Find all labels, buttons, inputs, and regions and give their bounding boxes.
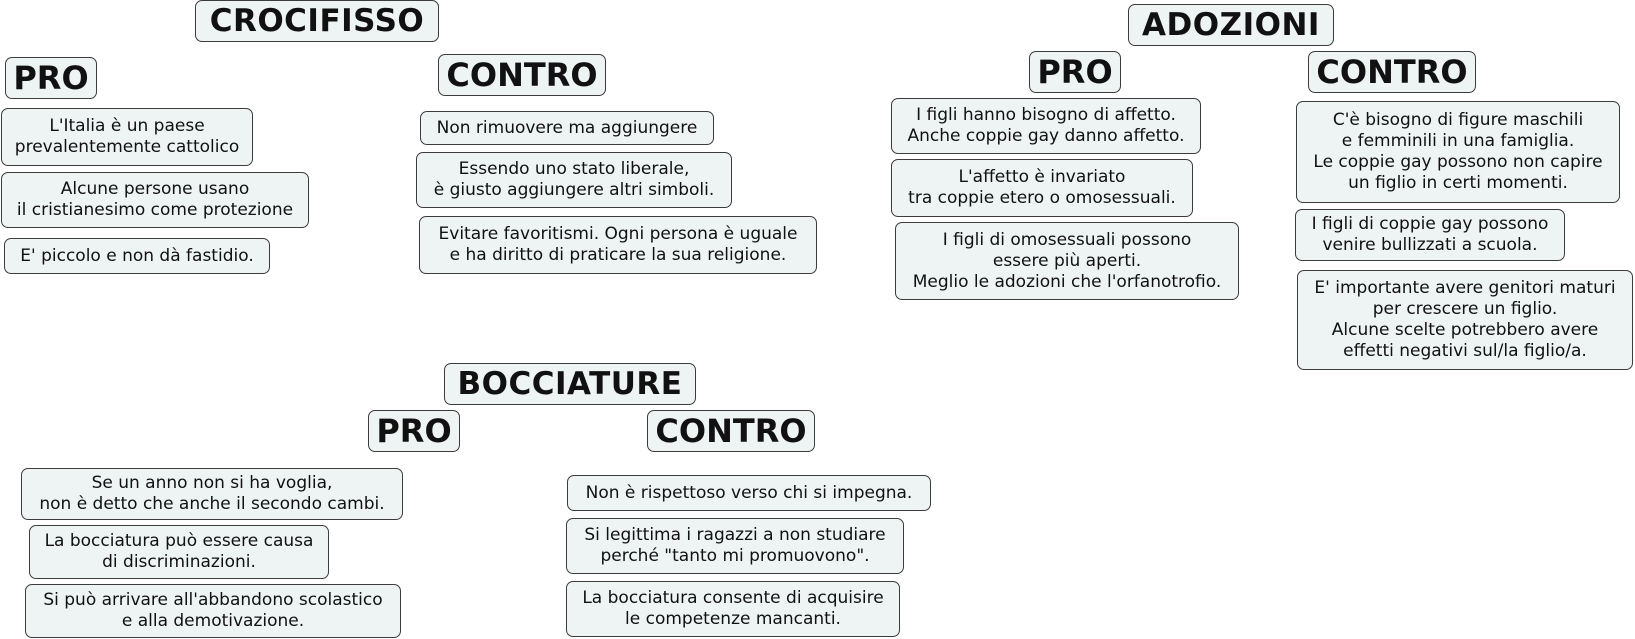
crocifisso-pro-item[interactable]: E' piccolo e non dà fastidio. — [4, 238, 270, 274]
crocifisso-contro-heading[interactable]: CONTRO — [438, 54, 606, 96]
crocifisso-pro-item[interactable]: Alcune persone usano il cristianesimo come protezione — [1, 172, 309, 228]
bocciature-contro-item[interactable]: Si legittima i ragazzi a non studiare perché "tanto mi promuovono". — [566, 518, 904, 574]
bocciature-pro-item[interactable]: La bocciatura può essere causa di discriminazioni. — [29, 525, 329, 579]
adozioni-contro-heading[interactable]: CONTRO — [1308, 51, 1476, 93]
adozioni-contro-item[interactable]: C'è bisogno di figure maschili e femminili in una famiglia. Le coppie gay possono non capire un figlio in certi momenti. — [1296, 101, 1620, 203]
bocciature-contro-item[interactable]: La bocciatura consente di acquisire le competenze mancanti. — [566, 581, 900, 637]
crocifisso-contro-item[interactable]: Non rimuovere ma aggiungere — [420, 111, 714, 145]
crocifisso-pro-item[interactable]: L'Italia è un paese prevalentemente cattolico — [1, 108, 253, 166]
adozioni-pro-item[interactable]: L'affetto è invariato tra coppie etero o omosessuali. — [891, 159, 1193, 217]
bocciature-contro-item[interactable]: Non è rispettoso verso chi si impegna. — [567, 475, 931, 511]
bocciature-title[interactable]: BOCCIATURE — [444, 363, 696, 405]
crocifisso-pro-heading[interactable]: PRO — [5, 57, 97, 99]
adozioni-contro-item[interactable]: E' importante avere genitori maturi per crescere un figlio. Alcune scelte potrebbero avere effetti negativi sul/la figlio/a. — [1297, 270, 1633, 370]
bocciature-contro-heading[interactable]: CONTRO — [647, 410, 815, 452]
adozioni-pro-item[interactable]: I figli hanno bisogno di affetto. Anche coppie gay danno affetto. — [891, 98, 1201, 154]
crocifisso-contro-item[interactable]: Evitare favoritismi. Ogni persona è uguale e ha diritto di praticare la sua religione. — [419, 216, 817, 274]
adozioni-contro-item[interactable]: I figli di coppie gay possono venire bullizzati a scuola. — [1295, 209, 1565, 261]
adozioni-title[interactable]: ADOZIONI — [1128, 4, 1334, 46]
crocifisso-contro-item[interactable]: Essendo uno stato liberale, è giusto aggiungere altri simboli. — [416, 152, 732, 208]
bocciature-pro-item[interactable]: Si può arrivare all'abbandono scolastico e alla demotivazione. — [25, 584, 401, 638]
bocciature-pro-heading[interactable]: PRO — [368, 410, 460, 452]
crocifisso-title[interactable]: CROCIFISSO — [195, 0, 439, 42]
adozioni-pro-item[interactable]: I figli di omosessuali possono essere più aperti. Meglio le adozioni che l'orfanotrofio. — [895, 222, 1239, 300]
adozioni-pro-heading[interactable]: PRO — [1029, 51, 1121, 93]
bocciature-pro-item[interactable]: Se un anno non si ha voglia, non è detto che anche il secondo cambi. — [21, 468, 403, 520]
